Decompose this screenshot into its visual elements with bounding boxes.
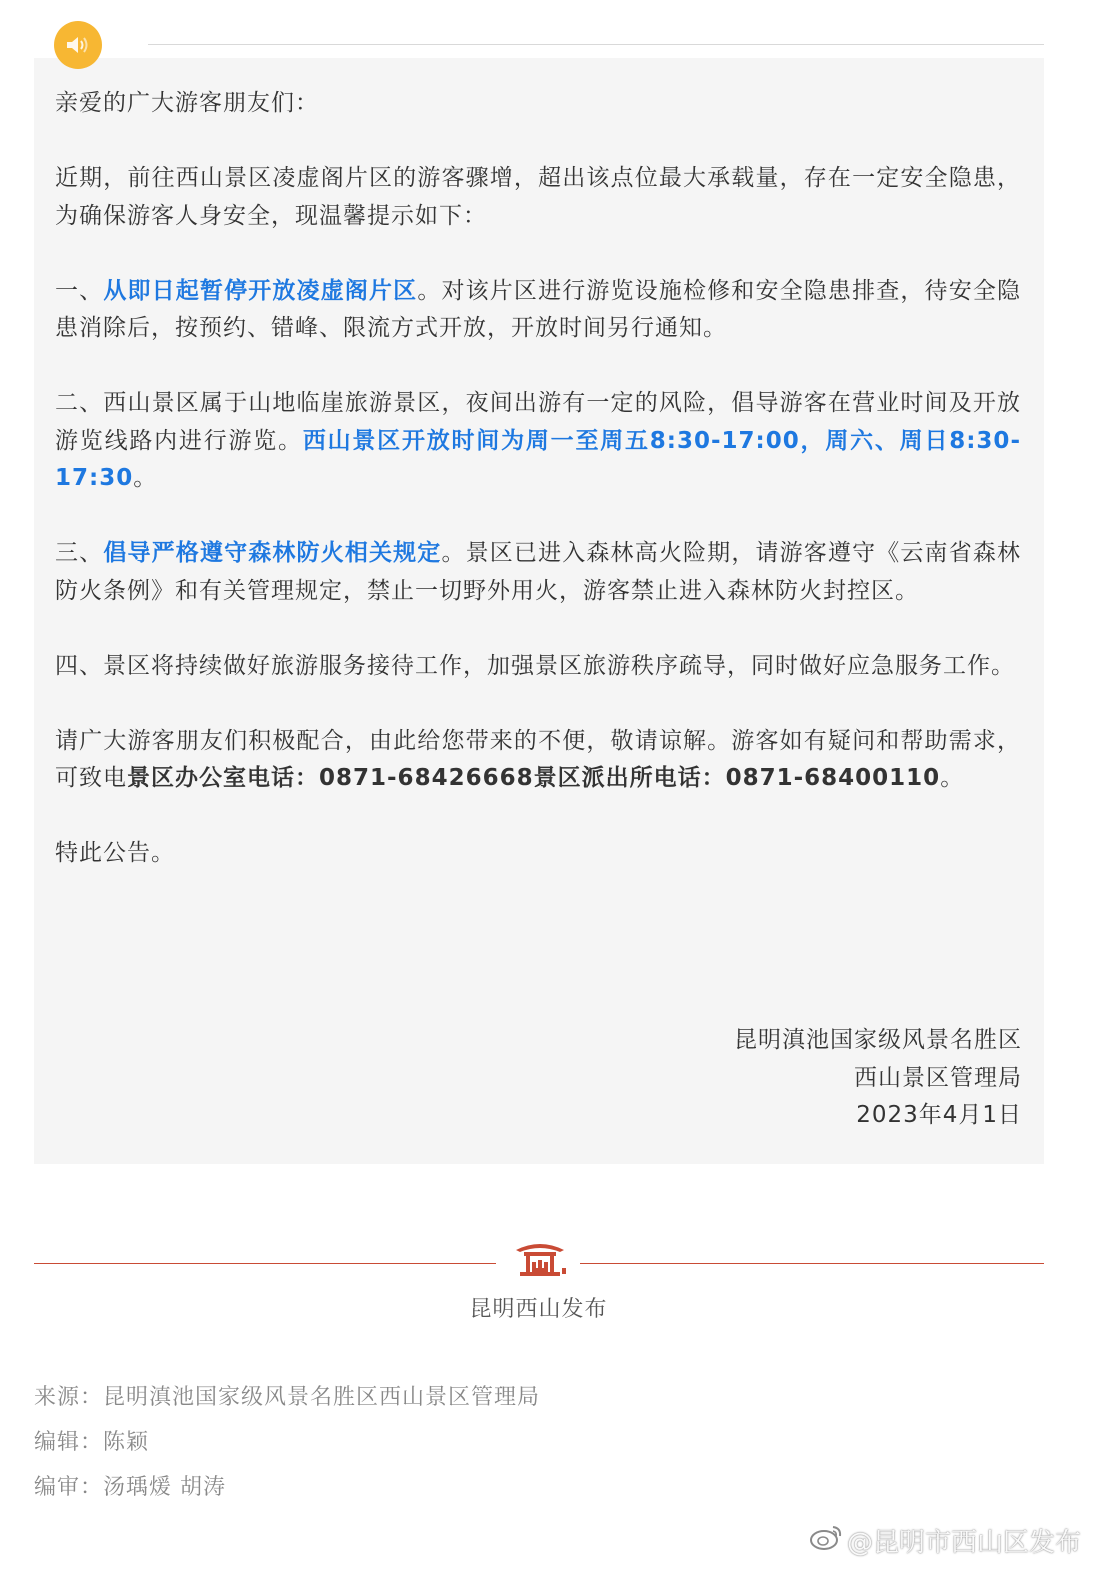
credit-source: 来源：昆明滇池国家级风景名胜区西山景区管理局	[34, 1385, 541, 1410]
item-3	[55, 535, 1021, 610]
brand-name: 昆明西山发布	[469, 1297, 608, 1322]
watermark-text: @昆明市西山区发布	[846, 1528, 1081, 1558]
intro-paragraph: 近期，前往西山景区凌虚阁片区的游客骤增，超出该点位最大承载量，存在一定安全隐患，为确保游客人身安全，现温馨提示如下：	[55, 165, 1021, 229]
credit-reviewer: 编审：汤瑀煖 胡涛	[34, 1475, 226, 1500]
item-3-highlight: 倡导严格遵守森林防火相关规定	[103, 540, 442, 566]
footer-divider-left	[34, 1263, 496, 1264]
weibo-icon	[809, 1524, 843, 1557]
item-4: 四、景区将持续做好旅游服务接待工作，加强景区旅游秩序疏导，同时做好应急服务工作。	[55, 652, 1015, 679]
item-2-end: 。	[133, 465, 158, 491]
item-1-highlight: 从即日起暂停开放凌虚阁片区	[103, 277, 418, 304]
top-divider	[148, 44, 1044, 45]
item-1-rest: 。对该片区进行游览设施检修和安全隐患排查，待安全隐患消除后，按预约、错峰、限流方式开放，开放时间另行通知。	[55, 277, 1022, 341]
closing-paragraph	[55, 723, 1021, 798]
final-line: 特此公告。	[55, 840, 175, 866]
credits-block	[34, 1375, 540, 1510]
greeting: 亲爱的广大游客朋友们：	[55, 90, 319, 116]
pavilion-emblem-icon	[510, 1238, 570, 1280]
signature-block	[734, 1022, 1022, 1135]
signature-dept: 西山景区管理局	[854, 1064, 1022, 1091]
item-1	[55, 273, 1021, 348]
item-2	[55, 385, 1021, 498]
footer-divider-right	[580, 1263, 1044, 1264]
credit-editor: 编辑：陈颖	[34, 1430, 150, 1455]
closing-end: 。	[940, 765, 965, 791]
signature-org: 昆明滇池国家级风景名胜区	[734, 1027, 1022, 1053]
notice-content	[55, 85, 1021, 910]
closing-text: 请广大游客朋友们积极配合，由此给您带来的不便，敬请谅解。游客如有疑问和帮助需求，可致电	[55, 727, 1021, 791]
item-1-prefix: 一、	[55, 277, 104, 304]
item-2-highlight: 西山景区开放时间为周一至周五8:30-17:00，周六、周日8:30-17:30	[55, 427, 1021, 491]
item-2-text: 二、西山景区属于山地临崖旅游景区，夜间出游有一定的风险，倡导游客在营业时间及开放游览线路内进行游览。	[55, 390, 1021, 454]
signature-date: 2023年4月1日	[856, 1102, 1022, 1128]
weibo-watermark	[809, 1522, 1081, 1559]
speaker-icon[interactable]	[54, 21, 102, 69]
contact-phones: 景区办公室电话：0871-68426668景区派出所电话：0871-68400110	[127, 765, 941, 791]
item-3-rest: 。景区已进入森林高火险期，请游客遵守《云南省森林防火条例》和有关管理规定，禁止一切野外用火，游客禁止进入森林防火封控区。	[55, 540, 1022, 604]
item-3-prefix: 三、	[55, 540, 104, 566]
